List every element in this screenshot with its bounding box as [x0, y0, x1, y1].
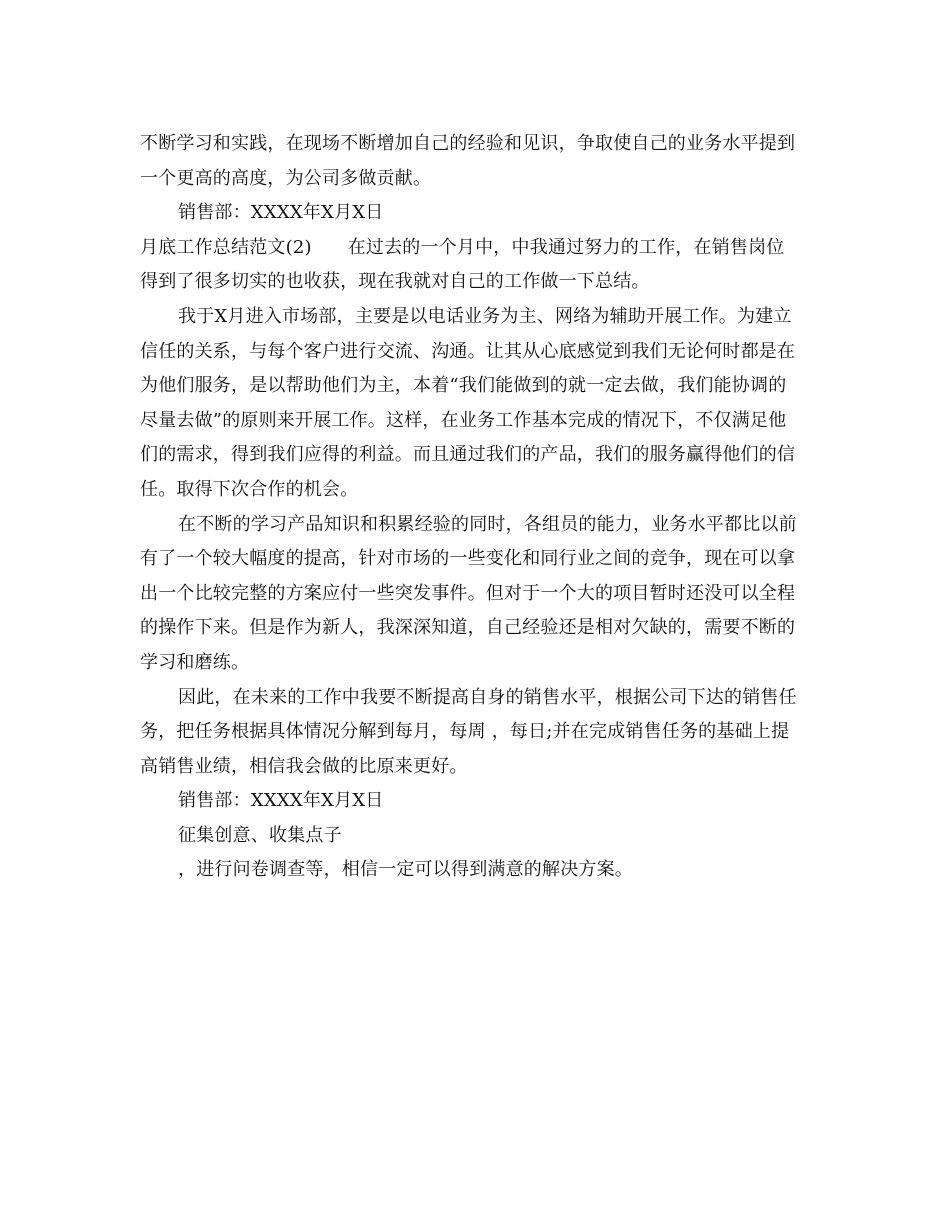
text-line: 信任的关系，与每个客户进行交流、沟通。让其从心底感觉到我们无论何时都是在 [140, 340, 796, 362]
text-line: 在过去的一个月中，中我通过努力的工作，在销售岗位 [347, 236, 785, 258]
text-line: 学习和磨练。 [140, 651, 250, 673]
paragraph-start-line: 我于X月进入市场部，主要是以电话业务为主、网络为辅助开展工作。为建立 [178, 305, 792, 327]
text-line: 征集创意、收集点子 [178, 824, 342, 846]
text-line: 出一个比较完整的方案应付一些突发事件。但对于一个大的项目暂时还没可以全程 [140, 582, 796, 604]
text-line: 一个更高的高度，为公司多做贡献。 [140, 167, 432, 189]
paragraph-start-line: 因此，在未来的工作中我要不断提高自身的销售水平，根据公司下达的销售任 [178, 686, 797, 708]
paragraph-start-line: 在不断的学习产品知识和积累经验的同时，各组员的能力，业务水平都比以前 [178, 513, 797, 535]
signature-line: 销售部：XXXX年X月X日 [178, 790, 384, 812]
text-line: 尽量去做”的原则来开展工作。这样，在业务工作基本完成的情况下，不仅满足他 [140, 409, 787, 431]
text-line: ，进行问卷调查等，相信一定可以得到满意的解决方案。 [178, 859, 633, 881]
text-line: 务，把任务根据具体情况分解到每月，每周 ，每日;并在完成销售任务的基础上提 [140, 721, 790, 743]
section-title: 月底工作总结范文(2) [140, 236, 312, 258]
text-line: 得到了很多切实的也收获，现在我就对自己的工作做一下总结。 [140, 271, 650, 293]
text-line: 不断学习和实践，在现场不断增加自己的经验和见识，争取使自己的业务水平提到 [140, 133, 796, 154]
text-line: 高销售业绩，相信我会做的比原来更好。 [140, 755, 468, 777]
text-line: 有了一个较大幅度的提高，针对市场的一些变化和同行业之间的竞争，现在可以拿 [140, 548, 796, 570]
document-body [140, 127, 812, 888]
text-line: 为他们服务，是以帮助他们为主，本着“我们能做到的就一定去做，我们能协调的 [140, 375, 787, 397]
section-heading-line [140, 231, 812, 266]
text-line: 们的需求，得到我们应得的利益。而且通过我们的产品，我们的服务赢得他们的信 [140, 444, 796, 466]
signature-line: 销售部：XXXX年X月X日 [178, 202, 384, 224]
text-line: 任。取得下次合作的机会。 [140, 478, 359, 500]
text-line: 的操作下来。但是作为新人，我深深知道，自己经验还是相对欠缺的，需要不断的 [140, 617, 796, 639]
